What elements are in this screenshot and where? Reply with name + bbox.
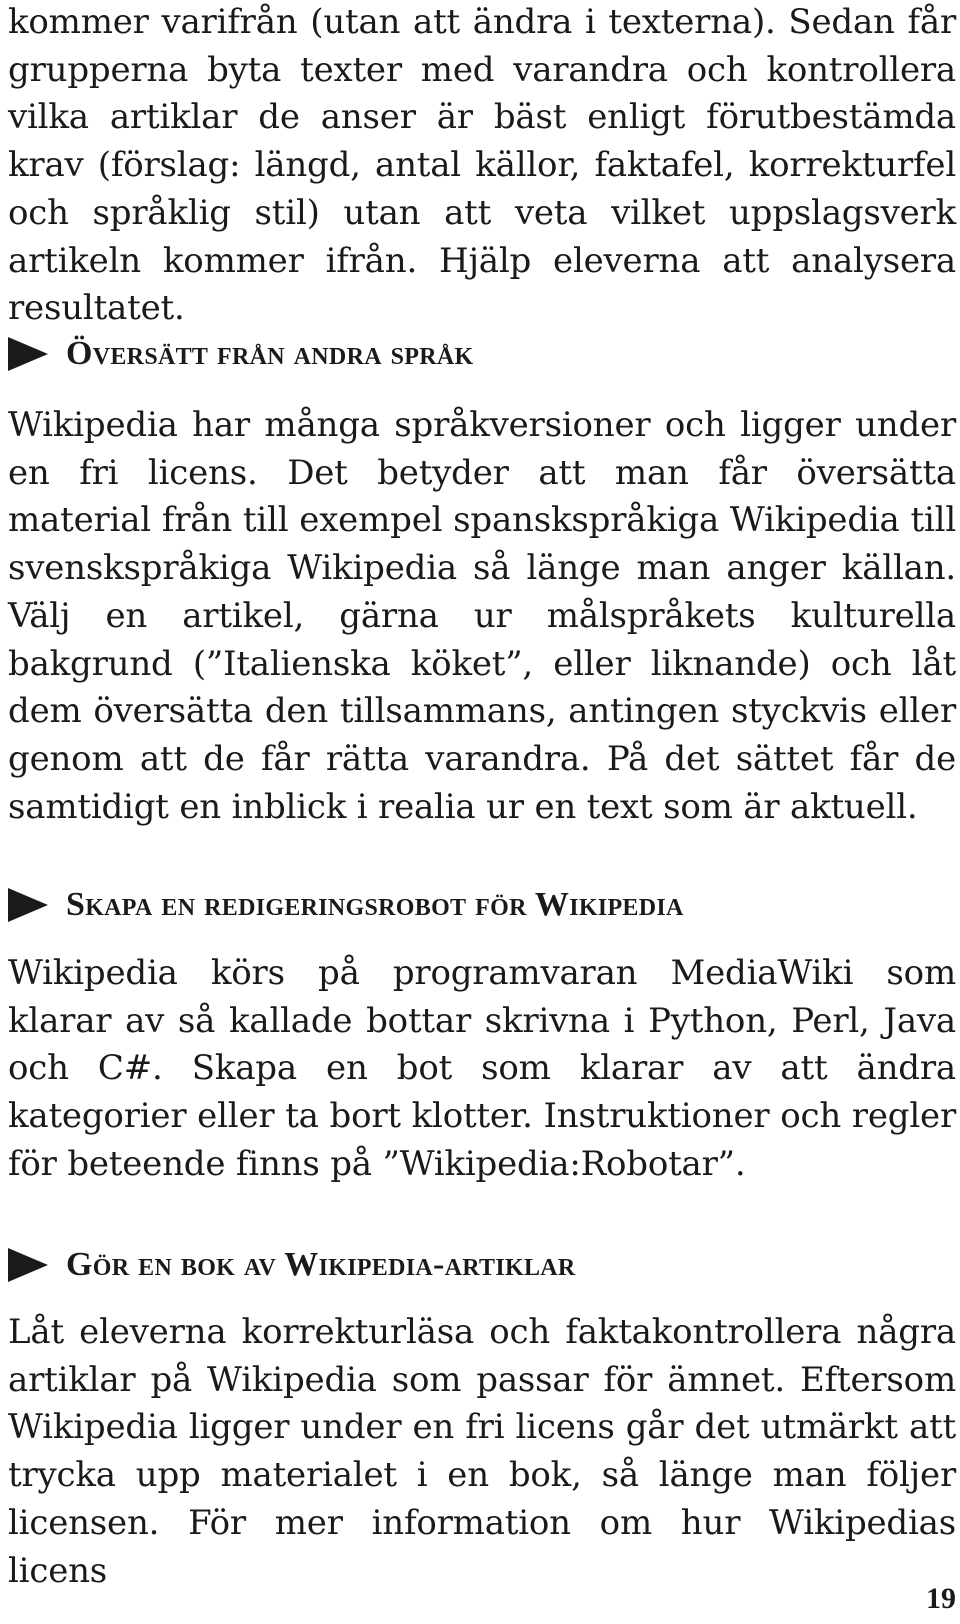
right-triangle-arrow-icon [8,337,48,371]
section-heading-text: Skapa en redigeringsrobot för Wikipedia [66,886,684,923]
section-heading-text: Översätt från andra språk [66,335,474,372]
page-number: 19 [926,1582,956,1615]
right-triangle-arrow-icon [8,1248,48,1282]
section-heading-bot [8,885,684,925]
paragraph-bot: Wikipedia körs på programvaran MediaWiki som klarar av så kallade bottar skrivna i Python, Perl, Java och C#. Skapa en bot som klarar av att ändra kategorier eller ta bort klotter. Instruktioner och regler för beteende finns på ”Wikipedia:Robotar”. [8,953,956,1184]
section-heading-translate [8,334,473,374]
section-heading-book [8,1245,576,1285]
paragraph-book: Låt eleverna korrekturläsa och faktakontrollera några artiklar på Wikipedia som passar för ämnet. Eftersom Wikipedia ligger under en fri licens går det utmärkt att trycka upp materialet i en bok, så länge man följer licensen. För mer information om hur Wikipedias licens [8,1312,956,1591]
paragraph-translate: Wikipedia har många språkversioner och ligger under en fri licens. Det betyder att man får översätta material från till exempel spanskspråkiga Wikipedia till svenskspråkiga Wikipedia så länge man anger källan. Välj en artikel, gärna ur målspråkets kulturella bakgrund (”Italienska köket”, eller liknande) och låt dem översätta den tillsammans, antingen styckvis eller genom att de får rätta varandra. På det sättet får de samtidigt en inblick i realia ur en text som är aktuell. [8,405,956,827]
section-heading-text: Gör en bok av Wikipedia-artiklar [66,1246,576,1283]
right-triangle-arrow-icon [8,888,48,922]
paragraph-intro-continuation: kommer varifrån (utan att ändra i texterna). Sedan får grupperna byta texter med varandra och kontrollera vilka artiklar de anser är bäst enligt förutbestämda krav (förslag: längd, antal källor, faktafel, korrekturfel och språklig stil) utan att veta vilket uppslagsverk artikeln kommer ifrån. Hjälp eleverna att analysera resultatet. [8,2,956,329]
